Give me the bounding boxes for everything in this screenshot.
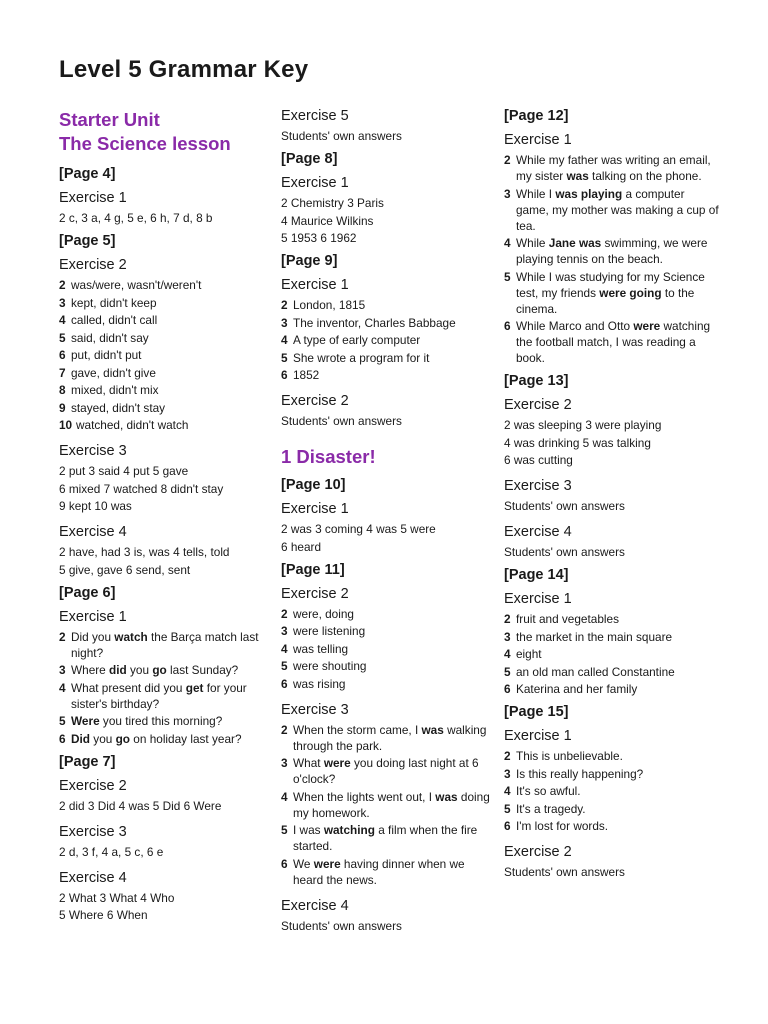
item-text: said, didn't say [71, 330, 149, 345]
page-heading: [Page 6] [59, 584, 116, 601]
item-number: 3 [281, 624, 288, 638]
item-text: When the storm came, I was walking through the park. [293, 722, 487, 753]
answer-line: 5 Where 6 When [59, 908, 148, 922]
answer-item [281, 658, 491, 674]
answer-item [504, 186, 719, 234]
answer-item [59, 417, 264, 433]
exercise-heading: Exercise 1 [504, 728, 572, 744]
item-number: 4 [504, 647, 511, 661]
answer-line: 2 c, 3 a, 4 g, 5 e, 6 h, 7 d, 8 b [59, 211, 213, 225]
item-text: London, 1815 [293, 298, 366, 312]
item-text: What present did you get for your sister's birthday? [71, 680, 247, 711]
exercise-heading: Exercise 2 [59, 777, 127, 794]
item-text: Did you go on holiday last year? [71, 731, 242, 746]
exercise-heading: Exercise 1 [504, 132, 572, 148]
item-text: While I was playing a computer game, my mother was making a cup of tea. [516, 186, 719, 233]
item-text: While Marco and Otto were watching the football match, I was reading a book. [516, 319, 711, 365]
item-text: an old man called Constantine [516, 664, 675, 679]
page-heading: [Page 5] [59, 233, 116, 249]
item-text: A type of early computer [293, 333, 421, 347]
item-number: 2 [59, 629, 66, 644]
answer-item [281, 367, 491, 383]
answer-item [504, 235, 719, 267]
answer-item [281, 856, 491, 888]
item-number: 6 [504, 819, 511, 833]
page-heading: [Page 12] [504, 108, 569, 124]
item-text: gave, didn't give [71, 365, 156, 380]
page-heading: [Page 13] [504, 373, 569, 389]
answer-line: Students' own answers [504, 865, 625, 879]
answer-line: Students' own answers [504, 499, 625, 513]
answer-item [59, 629, 264, 661]
item-number: 3 [59, 295, 66, 310]
item-number: 2 [504, 749, 511, 763]
item-number: 5 [59, 714, 66, 728]
answer-item [504, 681, 719, 697]
answer-item [59, 365, 264, 381]
answer-line: 6 was cutting [504, 453, 573, 467]
page-heading: [Page 7] [59, 753, 116, 770]
item-number: 5 [504, 664, 511, 679]
item-text: Katerina and her family [516, 682, 638, 696]
answer-list [59, 277, 264, 433]
item-text: stayed, didn't stay [71, 400, 166, 415]
item-text: Is this really happening? [516, 766, 644, 781]
answer-line: 2 d, 3 f, 4 a, 5 c, 6 e [59, 844, 164, 859]
item-number: 5 [281, 350, 288, 365]
item-text: While my father was writing an email, my sister was talking on the phone. [516, 153, 711, 183]
column-1 [59, 106, 264, 925]
item-text: put, didn't put [71, 348, 142, 362]
answer-list [281, 606, 491, 692]
item-number: 2 [504, 153, 511, 167]
answer-line: 5 give, gave 6 send, sent [59, 562, 191, 577]
item-number: 7 [59, 365, 66, 380]
exercise-heading: Exercise 5 [281, 108, 349, 124]
answer-item [59, 277, 264, 293]
item-text: It's so awful. [516, 784, 581, 798]
answer-line: 4 Maurice Wilkins [281, 213, 374, 228]
answer-line: 2 put 3 said 4 put 5 gave [59, 464, 189, 478]
item-number: 6 [504, 682, 511, 696]
answer-item [281, 332, 491, 348]
answer-item [281, 676, 491, 692]
exercise-heading: Exercise 1 [281, 175, 349, 191]
answer-item [281, 623, 491, 639]
exercise-heading: Exercise 3 [59, 823, 127, 840]
item-text: was telling [293, 641, 349, 656]
item-number: 2 [281, 298, 288, 312]
exercise-heading: Exercise 2 [504, 397, 572, 413]
answer-item [504, 664, 719, 680]
item-text: We were having dinner when we heard the news. [293, 856, 465, 887]
exercise-heading: Exercise 1 [59, 608, 127, 625]
item-number: 5 [281, 659, 288, 673]
exercise-heading: Exercise 4 [504, 524, 572, 540]
item-number: 4 [281, 333, 288, 347]
item-text: Where did you go last Sunday? [71, 663, 239, 677]
item-number: 3 [59, 663, 66, 677]
answer-item [281, 822, 491, 854]
answer-item [504, 629, 719, 645]
item-number: 8 [59, 383, 66, 397]
item-number: 10 [59, 418, 73, 432]
answer-line: 2 was 3 coming 4 was 5 were [281, 522, 436, 536]
item-number: 3 [504, 629, 511, 644]
item-text: The inventor, Charles Babbage [293, 315, 456, 330]
exercise-heading: Exercise 3 [504, 478, 572, 494]
item-text: watched, didn't watch [76, 418, 189, 432]
item-text: were listening [293, 624, 366, 638]
item-text: This is unbelievable. [516, 749, 623, 763]
item-text: was rising [293, 676, 346, 691]
answer-list [504, 611, 719, 697]
answer-item [504, 801, 719, 817]
page-heading: [Page 14] [504, 567, 569, 583]
column-2 [281, 106, 491, 935]
item-text: Did you watch the Barça match last night? [71, 629, 259, 660]
answer-item [504, 269, 719, 317]
item-number: 4 [59, 680, 66, 695]
answer-item [504, 646, 719, 662]
item-text: kept, didn't keep [71, 295, 157, 310]
exercise-heading: Exercise 2 [59, 257, 127, 273]
answer-item [504, 766, 719, 782]
exercise-heading: Exercise 4 [59, 869, 127, 886]
answer-item [281, 297, 491, 313]
answer-line: Students' own answers [281, 129, 402, 143]
answer-list [281, 722, 491, 888]
item-text: were shouting [293, 659, 367, 673]
item-number: 6 [281, 368, 288, 382]
item-text: She wrote a program for it [293, 350, 430, 365]
page-heading: [Page 9] [281, 253, 338, 269]
unit-title: Starter Unit [59, 109, 160, 130]
answer-list [281, 297, 491, 383]
item-number: 3 [281, 756, 288, 770]
answer-item [281, 722, 491, 754]
item-number: 5 [504, 269, 511, 284]
page-heading: [Page 10] [281, 477, 346, 493]
item-number: 5 [281, 823, 288, 837]
item-number: 3 [504, 186, 511, 201]
answer-item [59, 680, 264, 712]
unit-title: 1 Disaster! [281, 446, 376, 467]
answer-item [504, 748, 719, 764]
item-text: were, doing [293, 606, 354, 621]
item-text: While I was studying for my Science test, my friends were going to the cinema. [516, 269, 705, 316]
answer-item [59, 330, 264, 346]
item-text: While Jane was swimming, we were playing tennis on the beach. [516, 236, 708, 266]
answer-item [59, 347, 264, 363]
answer-line: Students' own answers [281, 414, 402, 428]
item-text: was/were, wasn't/weren't [71, 278, 202, 292]
column-3 [504, 106, 719, 882]
answer-line: 2 have, had 3 is, was 4 tells, told [59, 545, 230, 559]
answer-line: 9 kept 10 was [59, 499, 132, 513]
answer-item [281, 606, 491, 622]
item-text: 1852 [293, 368, 320, 382]
exercise-heading: Exercise 1 [504, 591, 572, 607]
answer-list [504, 748, 719, 834]
answer-line: 5 1953 6 1962 [281, 231, 357, 245]
answer-line: 2 Chemistry 3 Paris [281, 196, 384, 210]
item-number: 3 [281, 315, 288, 330]
answer-line: 6 mixed 7 watched 8 didn't stay [59, 481, 224, 496]
exercise-heading: Exercise 4 [59, 524, 127, 540]
item-number: 4 [504, 784, 511, 798]
answer-item [504, 152, 719, 184]
item-number: 5 [59, 330, 66, 345]
exercise-heading: Exercise 3 [59, 443, 127, 459]
item-text: Were you tired this morning? [71, 714, 223, 728]
item-text: I was watching a film when the fire started. [293, 823, 478, 853]
item-text: It's a tragedy. [516, 801, 586, 816]
answer-line: Students' own answers [281, 918, 402, 933]
answer-item [281, 641, 491, 657]
exercise-heading: Exercise 2 [281, 393, 349, 409]
item-text: mixed, didn't mix [71, 383, 159, 397]
page-title: Level 5 Grammar Key [59, 56, 309, 83]
answer-line: 6 heard [281, 539, 322, 554]
exercise-heading: Exercise 3 [281, 701, 349, 718]
answer-item [504, 783, 719, 799]
item-number: 9 [59, 400, 66, 415]
item-number: 2 [281, 722, 288, 737]
item-number: 6 [59, 348, 66, 362]
answer-item [504, 611, 719, 627]
answer-line: Students' own answers [504, 545, 625, 559]
answer-line: 2 was sleeping 3 were playing [504, 418, 662, 432]
answer-item [59, 731, 264, 747]
answer-list [504, 152, 719, 366]
answer-item [59, 295, 264, 311]
answer-item [59, 713, 264, 729]
answer-item [281, 789, 491, 821]
item-number: 4 [59, 313, 66, 327]
answer-line: 2 What 3 What 4 Who [59, 890, 175, 905]
item-text: the market in the main square [516, 629, 673, 644]
exercise-heading: Exercise 1 [59, 190, 127, 206]
item-number: 4 [281, 789, 288, 804]
item-number: 2 [281, 606, 288, 621]
item-number: 2 [504, 612, 511, 626]
exercise-heading: Exercise 4 [281, 897, 349, 914]
answer-item [59, 400, 264, 416]
answer-item [504, 818, 719, 834]
item-text: When the lights went out, I was doing my homework. [293, 789, 490, 820]
page-heading: [Page 4] [59, 166, 116, 182]
item-text: I'm lost for words. [516, 819, 609, 833]
item-text: eight [516, 647, 542, 661]
item-number: 6 [59, 731, 66, 746]
answer-item [281, 755, 491, 787]
page-heading: [Page 8] [281, 151, 338, 167]
page-heading: [Page 11] [281, 561, 345, 578]
exercise-heading: Exercise 2 [281, 585, 349, 602]
answer-line: 4 was drinking 5 was talking [504, 435, 651, 450]
answer-item [59, 382, 264, 398]
page-heading: [Page 15] [504, 704, 569, 720]
item-number: 6 [281, 676, 288, 691]
answer-list [59, 629, 264, 747]
exercise-heading: Exercise 1 [281, 277, 349, 293]
item-number: 4 [281, 641, 288, 656]
item-text: What were you doing last night at 6 o'clock? [293, 756, 479, 786]
answer-line: 2 did 3 Did 4 was 5 Did 6 Were [59, 798, 222, 813]
exercise-heading: Exercise 1 [281, 501, 349, 517]
item-text: fruit and vegetables [516, 612, 619, 626]
answer-item [281, 315, 491, 331]
answer-item [281, 350, 491, 366]
item-number: 4 [504, 236, 511, 250]
item-number: 6 [504, 319, 511, 333]
exercise-heading: Exercise 2 [504, 844, 572, 860]
answer-item [59, 312, 264, 328]
item-number: 5 [504, 801, 511, 816]
answer-item [59, 662, 264, 678]
item-number: 3 [504, 766, 511, 781]
item-number: 6 [281, 856, 288, 871]
item-number: 2 [59, 278, 66, 292]
unit-subtitle: The Science lesson [59, 133, 231, 154]
item-text: called, didn't call [71, 313, 158, 327]
answer-item [504, 318, 719, 366]
